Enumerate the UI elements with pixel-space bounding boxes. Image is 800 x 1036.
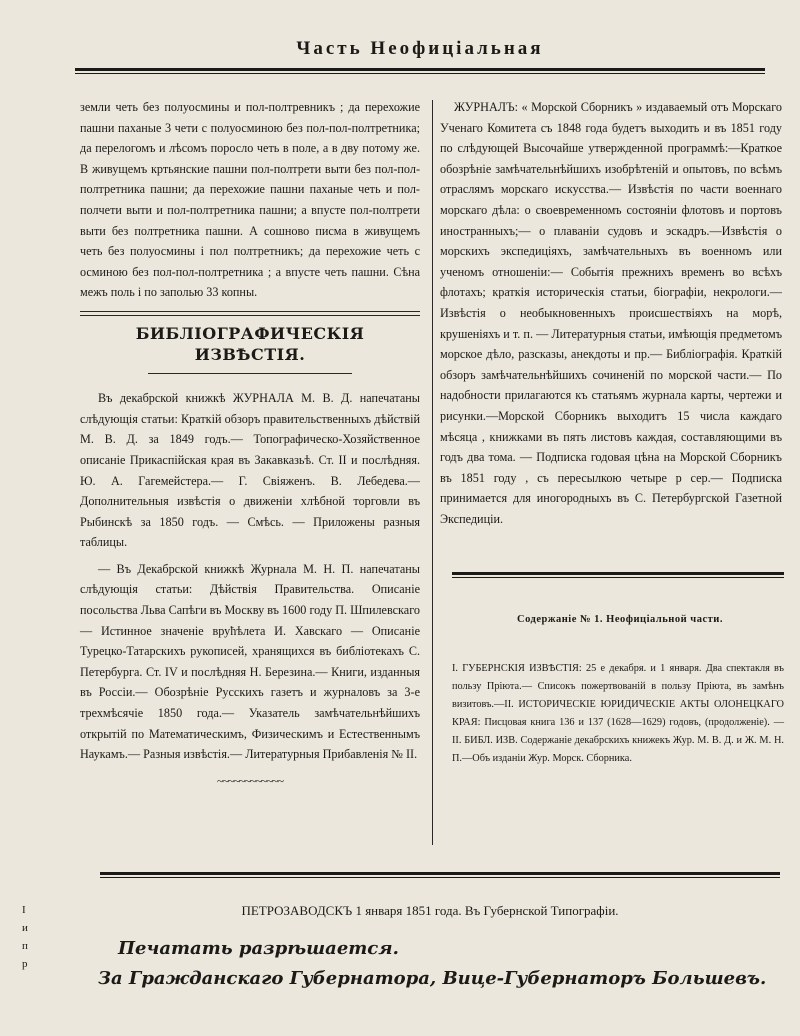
- margin-letter: п: [22, 940, 28, 952]
- contents-rule: [452, 572, 784, 578]
- right-column: [440, 97, 782, 529]
- imprint-line: ПЕТРОЗАВОДСКЪ 1 января 1851 года. Въ Губернской Типографіи.: [241, 903, 619, 918]
- bibliography-paragraph-1: Въ декабрской книжкѣ ЖУРНАЛА М. В. Д. напечатаны слѣдующія статьи: Краткій обзоръ правительственныхъ дѣйствій М. В. Д. за 1849 годъ.— Топографическо-Хозяйственное описаніе Прикаспійская края въ Закавказьѣ. Ст. II и послѣдняя. Ю. А. Гагемейстера.— Г. Свіяженъ. В. Лебедева.— Дополнительныя извѣстія о движеніи хлѣбной торговли въ Рыбинскѣ за 1850 годъ. — Смѣсь. — Приложены разныя таблицы.: [80, 391, 420, 550]
- page-header-title: Часть Неофиціальная: [296, 38, 544, 59]
- permission-line: Печатать разрѣшается.: [118, 938, 399, 959]
- contents-text: I. ГУБЕРНСКІЯ ИЗВѢСТІЯ: 25 е декабря. и 1 января. Два спектакля въ пользу Пріюта.— Списокъ пожертвованій в пользу Пріюта, въ замѣнъ визитовъ.—II. ИСТОРИЧЕСКІЕ ЮРИДИЧЕСКІЕ АКТЫ ОЛОНЕЦКАГО КРАЯ: Писцовая книга 136 и 137 (1628—1629) годовъ, (продолженіе). — II. БИБЛ. ИЗВ. Содержаніе декабрскихъ книжекъ Жур. М. В. Д. и Ж. М. Н. П.—Объ изданіи Жур. Морск. Сборника.: [452, 663, 784, 764]
- footer-rule-left: [100, 872, 780, 878]
- bibliography-paragraph-2: — Въ Декабрской книжкѣ Журнала М. Н. П. напечатаны слѣдующія статьи: Дѣйствія Правительства. Описаніе посольства Льва Сапѣги въ Москву въ 1600 году П. Шпилевскаго — Истинное значеніе врућѣлета И. Хавскаго — Описаніе Турецко-Татарскихъ рукописей, хранящихся въ библіотекахъ С. Петербурга. Ст. IV и послѣдняя Н. Березина.— Книги, изданныя въ Россіи.— Обозрѣніе Русскихъ газетъ и журналовъ за 3-е трехмѣсячіе 1850 года.— Указатель замѣчательнѣйшихъ открытій по Математическимъ, Физическимъ и Естественнымъ Наукамъ.— Разныя извѣстія.— Литературныя Прибавленія № II.: [80, 561, 420, 762]
- section-rule-top: [80, 311, 420, 312]
- margin-letter: I: [22, 904, 26, 916]
- contents-title: Содержаніе № 1. Неофиціальной части.: [517, 614, 723, 625]
- section-rule-top-2: [80, 315, 420, 316]
- intro-paragraph: земли четь без полуосмины и пол-полтревникъ ; да перехожие пашни паханые 3 чети с полуосминою без пол-пол-полтретника; да перелогомъ и лѣсомъ поросло четь в поле, а в дву потому же. В живущемъ кртьянские пашни пол-полтрети выти без пол-пол-полтретника пашни; да перехожие пашни паханые четь и пол-полчети выти и пол-полтретника пашни; а впусте пол-полтрети выти без полтретника пашни. А сошново писма в живущемъ четь без полуосмины і пол полтретникъ; да перехожие четь с осминою без пол-пол-полтретника ; а впусте четь пашни. Сѣна межъ поль і по заполью 33 копны.: [80, 100, 420, 300]
- margin-letter: и: [22, 922, 28, 934]
- signature-line: За Гражданскаго Губернатора, Вице-Губернаторъ Большевъ.: [98, 968, 767, 989]
- margin-letter: р: [22, 958, 28, 970]
- header-rule: [75, 68, 765, 74]
- journal-paragraph: ЖУРНАЛЪ: « Морской Сборникъ » издаваемый отъ Морскаго Ученаго Комитета съ 1848 года будетъ выходить и въ 1851 году по слѣдующей Высочайше утвержденной программѣ:—Краткое обозрѣніе замѣчательнѣйшихъ изобрѣтеній и опытовъ, по всѣмъ отраслямъ морскаго искусства.— Извѣстія по части военнаго морскаго дѣла: о своевременномъ состояніи флотовъ и портовъ иностранныхъ;— о плаваніи судовъ и эскадръ.—Извѣстія о морскихъ экспедиціяхъ, замѣчательныхъ въ военномъ или ученомъ отношеніи:— Событія прежнихъ временъ во всѣхъ флотахъ; краткія историческія статьи, біографіи, некрологи.—Извѣстія о необыкновенныхъ происшествіяхъ на морѣ, крушеніяхъ и т. п. — Литературныя статьи, имѣющія предметомъ морское дѣло, разсказы, анекдоты и пр.— Библіографія. Краткій обзоръ замѣчательнѣйшихъ сочиненій по морской части.— По надобности прилагаются къ статьямъ журнала карты, чертежи и рисунки.—Морской Сборникъ выходитъ 15 числа каждаго мѣсяца , книжками въ пять листовъ каждая, составляющими въ годъ два тома. — Подписка годовая цѣна на Морской Сборникъ въ 1851 году , съ пересылкою четыре р сер.— Подписка принимается для иногородныхъ въ С. Петербургской Газетной Экспедиціи.: [440, 100, 782, 526]
- left-column: [80, 97, 420, 791]
- section-rule-bottom: [148, 373, 352, 374]
- section-title: БИБЛІОГРАФИЧЕСКІЯ ИЗВѢСТІЯ.: [135, 323, 365, 364]
- column-divider: [432, 100, 433, 845]
- end-ornament: ~~~~~~~~~~~~: [217, 773, 283, 788]
